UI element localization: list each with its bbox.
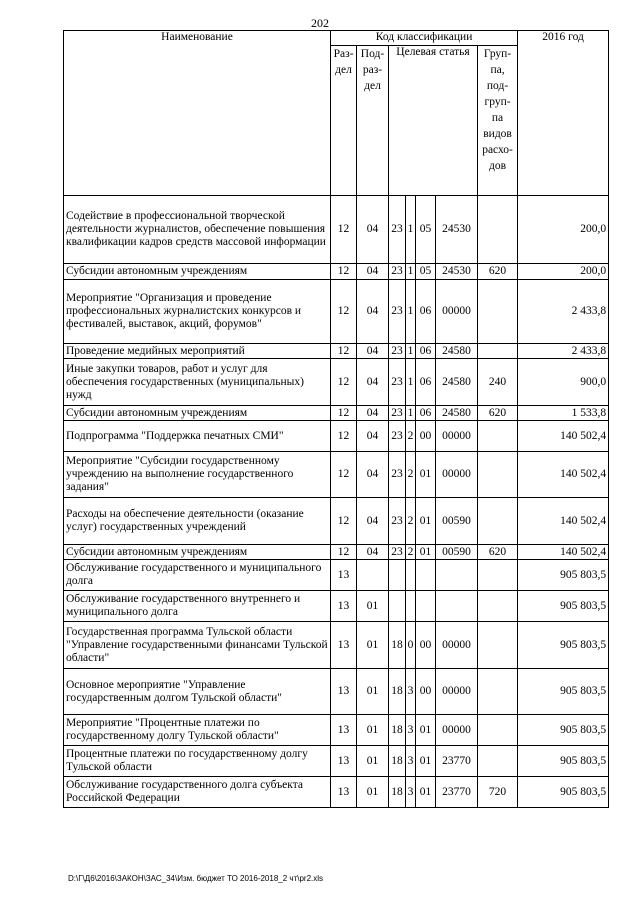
table-row	[64, 264, 609, 280]
target-event-cell: 01	[416, 777, 436, 808]
target-program-cell: 23	[389, 406, 406, 421]
amount-cell: 140 502,4	[518, 545, 609, 560]
target-subprogram-cell: 3	[406, 777, 416, 808]
row-name: Содействие в профессиональной творческой деятельности журналистов, обеспечение повышения квалификации кадров средств массовой информации	[64, 196, 331, 264]
table-row	[64, 359, 609, 406]
target-program-cell: 18	[389, 622, 406, 669]
header-group: Груп- па, под- груп- па видов расхо- дов	[478, 46, 518, 196]
row-name: Обслуживание государственного внутреннего и муниципального долга	[64, 591, 331, 622]
amount-cell: 140 502,4	[518, 421, 609, 452]
amount-cell: 905 803,5	[518, 669, 609, 715]
page-number: 202	[311, 16, 329, 30]
header-code: Код классификации	[331, 31, 518, 46]
table-header	[64, 31, 609, 196]
row-name: Основное мероприятие "Управление государственным долгом Тульской области"	[64, 669, 331, 715]
expense-type-cell	[478, 746, 518, 777]
razdel-cell: 13	[331, 746, 357, 777]
razdel-cell: 12	[331, 344, 357, 359]
header-razdel: Раз- дел	[331, 46, 357, 196]
row-name: Процентные платежи по государственному долгу Тульской области	[64, 746, 331, 777]
table-body	[64, 196, 609, 808]
row-name: Мероприятие "Организация и проведение профессиональных журналистских конкурсов и фестивалей, выставок, акций, форумов"	[64, 280, 331, 344]
target-event-cell: 06	[416, 344, 436, 359]
amount-cell: 905 803,5	[518, 746, 609, 777]
file-path: D:\Г\Д6\2016\ЗАКОН\ЗАС_34\Изм. бюджет ТО 2016-2018_2 чт\pr2.xls	[68, 874, 324, 883]
target-program-cell: 18	[389, 669, 406, 715]
target-program-cell: 18	[389, 777, 406, 808]
podrazdel-cell: 04	[357, 498, 389, 545]
razdel-cell: 12	[331, 264, 357, 280]
target-subprogram-cell: 3	[406, 715, 416, 746]
target-subprogram-cell: 1	[406, 406, 416, 421]
razdel-cell: 13	[331, 560, 357, 591]
podrazdel-cell: 01	[357, 622, 389, 669]
row-name: Расходы на обеспечение деятельности (оказание услуг) государственных учреждений	[64, 498, 331, 545]
amount-cell: 905 803,5	[518, 715, 609, 746]
target-subprogram-cell: 2	[406, 498, 416, 545]
target-event-cell: 05	[416, 196, 436, 264]
podrazdel-cell: 04	[357, 196, 389, 264]
podrazdel-cell: 01	[357, 715, 389, 746]
expense-type-cell	[478, 622, 518, 669]
target-program-cell: 23	[389, 280, 406, 344]
header-name: Наименование	[64, 31, 331, 196]
target-direction-cell: 00000	[436, 280, 478, 344]
amount-cell: 200,0	[518, 264, 609, 280]
target-direction-cell: 00000	[436, 421, 478, 452]
podrazdel-cell: 04	[357, 264, 389, 280]
target-subprogram-cell: 3	[406, 669, 416, 715]
row-name: Государственная программа Тульской области "Управление государственными финансами Тульской области"	[64, 622, 331, 669]
amount-cell: 905 803,5	[518, 777, 609, 808]
target-event-cell: 06	[416, 359, 436, 406]
expense-type-cell	[478, 591, 518, 622]
razdel-cell: 12	[331, 452, 357, 498]
row-name: Субсидии автономным учреждениям	[64, 545, 331, 560]
podrazdel-cell: 04	[357, 545, 389, 560]
expense-type-cell	[478, 560, 518, 591]
podrazdel-cell: 04	[357, 280, 389, 344]
target-event-cell: 01	[416, 715, 436, 746]
row-name: Субсидии автономным учреждениям	[64, 406, 331, 421]
target-program-cell: 23	[389, 344, 406, 359]
target-direction-cell: 23770	[436, 746, 478, 777]
razdel-cell: 13	[331, 669, 357, 715]
table-row	[64, 196, 609, 264]
target-direction-cell: 00000	[436, 452, 478, 498]
amount-cell: 2 433,8	[518, 280, 609, 344]
target-program-cell: 18	[389, 746, 406, 777]
expense-type-cell	[478, 498, 518, 545]
table-row	[64, 715, 609, 746]
target-subprogram-cell: 3	[406, 746, 416, 777]
expense-type-cell	[478, 280, 518, 344]
expense-type-cell: 620	[478, 264, 518, 280]
podrazdel-cell: 01	[357, 777, 389, 808]
target-program-cell: 23	[389, 545, 406, 560]
target-direction-cell: 00590	[436, 498, 478, 545]
podrazdel-cell: 04	[357, 421, 389, 452]
target-event-cell: 05	[416, 264, 436, 280]
row-name: Мероприятие "Субсидии государственному учреждению на выполнение государственного задания"	[64, 452, 331, 498]
podrazdel-cell: 04	[357, 344, 389, 359]
target-program-cell	[389, 560, 406, 591]
amount-cell: 140 502,4	[518, 498, 609, 545]
target-program-cell: 23	[389, 196, 406, 264]
target-direction-cell: 24580	[436, 406, 478, 421]
row-name: Подпрограмма "Поддержка печатных СМИ"	[64, 421, 331, 452]
target-direction-cell: 24530	[436, 264, 478, 280]
table-row	[64, 669, 609, 715]
budget-table	[63, 30, 609, 808]
target-direction-cell: 24530	[436, 196, 478, 264]
amount-cell: 900,0	[518, 359, 609, 406]
table-row	[64, 498, 609, 545]
podrazdel-cell: 01	[357, 669, 389, 715]
target-program-cell: 23	[389, 359, 406, 406]
expense-type-cell	[478, 421, 518, 452]
expense-type-cell	[478, 669, 518, 715]
target-program-cell: 23	[389, 421, 406, 452]
target-subprogram-cell: 0	[406, 622, 416, 669]
target-subprogram-cell: 1	[406, 264, 416, 280]
table-row	[64, 406, 609, 421]
row-name: Субсидии автономным учреждениям	[64, 264, 331, 280]
table-row	[64, 622, 609, 669]
target-subprogram-cell: 2	[406, 545, 416, 560]
podrazdel-cell	[357, 560, 389, 591]
podrazdel-cell: 04	[357, 359, 389, 406]
target-program-cell: 23	[389, 452, 406, 498]
target-direction-cell: 23770	[436, 777, 478, 808]
target-event-cell: 06	[416, 280, 436, 344]
target-subprogram-cell	[406, 591, 416, 622]
table-row	[64, 280, 609, 344]
header-podrazdel: Под- раз- дел	[357, 46, 389, 196]
expense-type-cell: 240	[478, 359, 518, 406]
razdel-cell: 12	[331, 498, 357, 545]
expense-type-cell	[478, 715, 518, 746]
target-subprogram-cell	[406, 560, 416, 591]
expense-type-cell	[478, 196, 518, 264]
target-event-cell: 01	[416, 452, 436, 498]
target-subprogram-cell: 2	[406, 421, 416, 452]
target-event-cell: 01	[416, 498, 436, 545]
expense-type-cell: 620	[478, 545, 518, 560]
row-name: Обслуживание государственного долга субъекта Российской Федерации	[64, 777, 331, 808]
target-direction-cell: 00000	[436, 622, 478, 669]
target-direction-cell: 24580	[436, 344, 478, 359]
target-program-cell: 23	[389, 498, 406, 545]
table-row	[64, 452, 609, 498]
expense-type-cell: 720	[478, 777, 518, 808]
expense-type-cell: 620	[478, 406, 518, 421]
amount-cell: 200,0	[518, 196, 609, 264]
target-event-cell: 00	[416, 669, 436, 715]
razdel-cell: 13	[331, 715, 357, 746]
amount-cell: 1 533,8	[518, 406, 609, 421]
podrazdel-cell: 04	[357, 406, 389, 421]
target-event-cell	[416, 591, 436, 622]
target-direction-cell	[436, 560, 478, 591]
target-direction-cell: 24580	[436, 359, 478, 406]
razdel-cell: 12	[331, 421, 357, 452]
target-event-cell: 01	[416, 746, 436, 777]
target-program-cell	[389, 591, 406, 622]
row-name: Обслуживание государственного и муниципального долга	[64, 560, 331, 591]
amount-cell: 905 803,5	[518, 622, 609, 669]
target-direction-cell: 00000	[436, 715, 478, 746]
target-subprogram-cell: 1	[406, 280, 416, 344]
target-event-cell: 00	[416, 421, 436, 452]
table-row	[64, 591, 609, 622]
amount-cell: 905 803,5	[518, 591, 609, 622]
razdel-cell: 12	[331, 406, 357, 421]
target-direction-cell: 00590	[436, 545, 478, 560]
row-name: Мероприятие "Процентные платежи по государственному долгу Тульской области"	[64, 715, 331, 746]
target-event-cell	[416, 560, 436, 591]
table-row	[64, 560, 609, 591]
table-row	[64, 545, 609, 560]
target-direction-cell	[436, 591, 478, 622]
row-name: Проведение медийных мероприятий	[64, 344, 331, 359]
target-program-cell: 18	[389, 715, 406, 746]
razdel-cell: 13	[331, 591, 357, 622]
razdel-cell: 13	[331, 777, 357, 808]
amount-cell: 905 803,5	[518, 560, 609, 591]
table-row	[64, 421, 609, 452]
podrazdel-cell: 01	[357, 591, 389, 622]
target-subprogram-cell: 1	[406, 344, 416, 359]
header-year: 2016 год	[518, 31, 609, 196]
target-subprogram-cell: 1	[406, 196, 416, 264]
podrazdel-cell: 04	[357, 452, 389, 498]
amount-cell: 140 502,4	[518, 452, 609, 498]
table-row	[64, 746, 609, 777]
razdel-cell: 12	[331, 545, 357, 560]
target-event-cell: 01	[416, 545, 436, 560]
expense-type-cell	[478, 344, 518, 359]
row-name: Иные закупки товаров, работ и услуг для обеспечения государственных (муниципальных) нужд	[64, 359, 331, 406]
table-row	[64, 344, 609, 359]
razdel-cell: 12	[331, 196, 357, 264]
target-subprogram-cell: 2	[406, 452, 416, 498]
target-program-cell: 23	[389, 264, 406, 280]
razdel-cell: 13	[331, 622, 357, 669]
expense-type-cell	[478, 452, 518, 498]
razdel-cell: 12	[331, 280, 357, 344]
amount-cell: 2 433,8	[518, 344, 609, 359]
table-row	[64, 777, 609, 808]
header-target: Целевая статья	[389, 46, 478, 196]
target-direction-cell: 00000	[436, 669, 478, 715]
target-event-cell: 00	[416, 622, 436, 669]
target-event-cell: 06	[416, 406, 436, 421]
podrazdel-cell: 01	[357, 746, 389, 777]
target-subprogram-cell: 1	[406, 359, 416, 406]
razdel-cell: 12	[331, 359, 357, 406]
